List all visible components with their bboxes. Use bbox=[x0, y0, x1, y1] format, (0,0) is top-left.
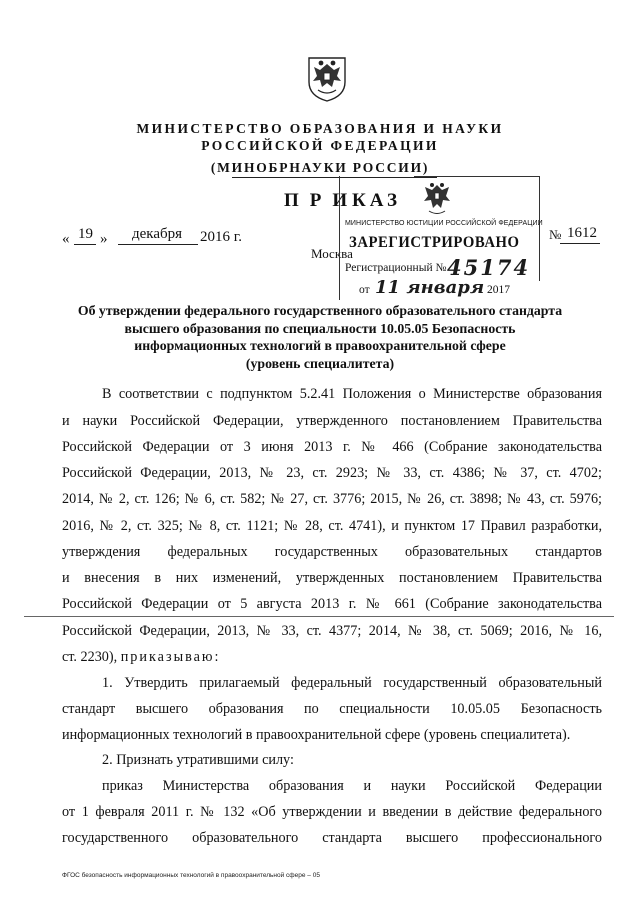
ministry-name-line1: МИНИСТЕРСТВО ОБРАЗОВАНИЯ И НАУКИ bbox=[136, 121, 504, 136]
title-line: Об утверждении федерального государственного образовательного стандарта bbox=[77, 303, 563, 318]
body-line: приказ Министерства образования и науки Российской Федерации bbox=[102, 778, 602, 794]
order-heading-part1: ПРИ bbox=[284, 190, 359, 211]
date-open-quote: « bbox=[62, 231, 70, 247]
body-line: В соответствии с подпунктом 5.2.41 Положения о Министерстве образования bbox=[102, 386, 602, 402]
stamp-reg-label: Регистрационный № bbox=[345, 262, 447, 274]
body-line: и науки Российской Федерации, утвержденного постановлением Правительства bbox=[62, 413, 602, 429]
body-line: Российской Федерации от 5 августа 2013 г. № 661 (Собрание законодательства bbox=[62, 596, 602, 612]
stamp-status: ЗАРЕГИСТРИРОВАНО bbox=[349, 234, 520, 251]
body-line: государственного образовательного стандарта высшего профессионального bbox=[62, 830, 602, 846]
body-line: Российской Федерации, 2013, № 23, ст. 2923; № 33, ст. 4386; № 37, ст. 4702; bbox=[62, 465, 602, 481]
body-line-end: ст. 2230), bbox=[62, 649, 118, 665]
ministry-short-name bbox=[0, 160, 640, 176]
title-line: высшего образования по специальности 10.05.05 Безопасность bbox=[124, 320, 516, 336]
month-underline bbox=[118, 244, 198, 245]
stamp-border-left bbox=[339, 176, 340, 300]
prikazyvayu-word: приказываю: bbox=[120, 649, 221, 665]
order-title bbox=[40, 302, 600, 372]
date-month: декабря bbox=[132, 226, 183, 242]
order-number: 1612 bbox=[567, 225, 597, 241]
body-line: утверждения федеральных государственных образовательных стандартов bbox=[62, 544, 602, 560]
stamp-year: 2017 bbox=[487, 284, 510, 296]
date-day: 19 bbox=[78, 226, 93, 242]
date-year: 2016 г. bbox=[200, 229, 242, 245]
registration-stamp bbox=[339, 176, 542, 302]
city: Москва bbox=[311, 246, 353, 261]
stamp-reg-number: 45174 bbox=[447, 255, 531, 280]
stamp-from-label: от bbox=[359, 284, 370, 296]
stamp-border-right bbox=[539, 176, 540, 281]
stamp-date-handwritten: 11 января bbox=[375, 277, 485, 298]
page-footer: ФГОС безопасность информационных технологий в правоохранительной сфере – 05 bbox=[62, 872, 320, 879]
body-line: информационных технологий в правоохранительной сфере (уровень специалитета). bbox=[62, 727, 571, 743]
order-number-underline bbox=[560, 243, 600, 244]
stamp-authority: МИНИСТЕРСТВО ЮСТИЦИИ РОССИЙСКОЙ ФЕДЕРАЦИИ bbox=[345, 220, 543, 227]
stamp-eagle-icon bbox=[420, 181, 454, 217]
ministry-short-text: (МИНОБРНАУКИ РОССИИ) bbox=[210, 160, 430, 175]
order-number-sign: № bbox=[549, 227, 562, 242]
body-line: 1. Утвердить прилагаемый федеральный государственный образовательный bbox=[102, 675, 602, 691]
body-line bbox=[62, 649, 602, 666]
order-heading-part2: КАЗ bbox=[352, 190, 402, 211]
title-line: (уровень специалитета) bbox=[245, 355, 395, 371]
body-line: стандарт высшего образования по специальности 10.05.05 Безопасность bbox=[62, 701, 602, 717]
body-line: от 1 февраля 2011 г. № 132 «Об утверждении и введении в действие федерального bbox=[62, 804, 602, 820]
body-line: 2014, № 2, ст. 126; № 6, ст. 582; № 27, ст. 3776; 2015, № 26, ст. 3898; № 43, ст. 5976; bbox=[62, 491, 602, 507]
body-line: 2. Признать утратившими силу: bbox=[102, 752, 294, 768]
body-line: и внесения в них изменений, утвержденных постановлением Правительства bbox=[62, 570, 602, 586]
day-underline bbox=[74, 244, 96, 245]
body-line: Российской Федерации от 3 июня 2013 г. № 466 (Собрание законодательства bbox=[62, 439, 602, 455]
stamp-border-top bbox=[414, 176, 540, 177]
body-line: Российской Федерации, 2013, № 33, ст. 4377; 2014, № 38, ст. 5069; 2016, № 16, bbox=[62, 623, 602, 639]
body-line: 2016, № 2, ст. 325; № 8, ст. 1121; № 28, ст. 4741), и пунктом 17 Правил разработки, bbox=[62, 518, 602, 534]
ministry-name-line2: РОССИЙСКОЙ ФЕДЕРАЦИИ bbox=[201, 138, 439, 153]
date-close-quote: » bbox=[100, 231, 108, 247]
state-emblem-icon bbox=[305, 52, 349, 102]
scan-artifact-rule bbox=[24, 616, 614, 617]
title-line: информационных технологий в правоохранительной сфере bbox=[134, 338, 506, 354]
